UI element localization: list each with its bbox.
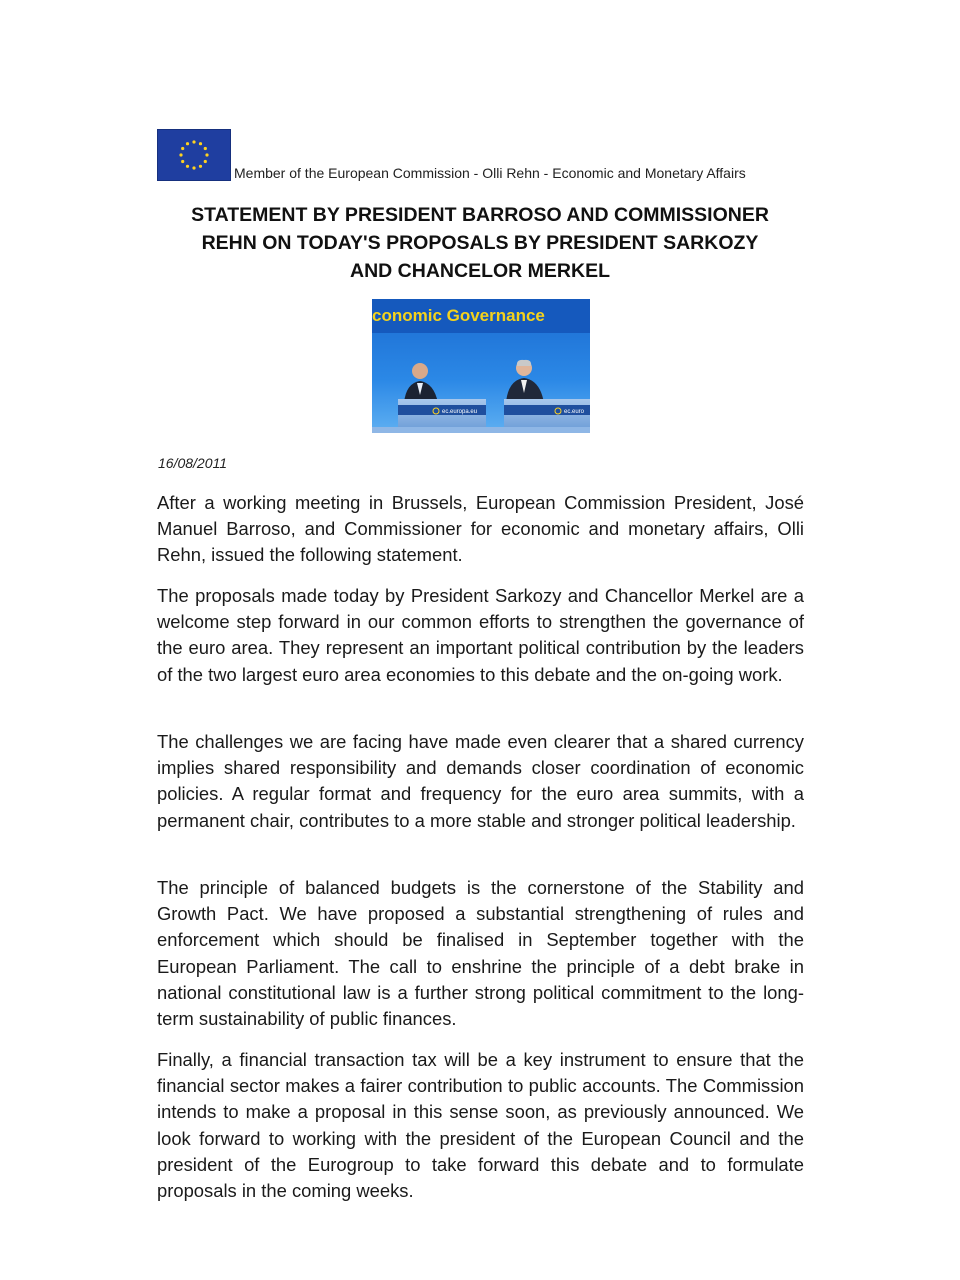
paragraph-proposals: The proposals made today by President Sarkozy and Chancellor Merkel are a welcome step forward in our common efforts to strengthen the governance of the euro area. They represent an important political contribution by the leaders of the two largest euro area economies to this debate and the on-going work.	[157, 585, 804, 685]
title-line-3: AND CHANCELOR MERKEL	[350, 260, 610, 282]
paragraph-transaction-tax: Finally, a financial transaction tax will be a key instrument to ensure that the financial sector makes a fairer contribution to public accounts. The Commission intends to make a proposal in this sense soon, as previously announced. We look forward to working with the president of the European Council and the president of the Eurogroup to take forward this debate and to formulate proposals in the coming weeks.	[157, 1049, 804, 1202]
title-line-2: REHN ON TODAY'S PROPOSALS BY PRESIDENT SARKOZY	[201, 232, 759, 254]
statement-date: 16/08/2011	[158, 455, 228, 471]
page-header	[157, 129, 807, 181]
press-photo-illustration	[372, 299, 590, 433]
podium-label-right: ec.euro	[564, 409, 585, 415]
paragraph-balanced-budgets: The principle of balanced budgets is the cornerstone of the Stability and Growth Pact. We have proposed a substantial strengthening of rules and enforcement which should be finalised in September together with the European Parliament. The call to enshrine the principle of a debt brake in national constitutional law is a further strong political commitment to the long-term sustainability of public finances.	[157, 877, 804, 1030]
podium-label-left: ec.europa.eu	[442, 409, 478, 415]
eu-flag-logo	[157, 129, 231, 181]
paragraph-challenges: The challenges we are facing have made even clearer that a shared currency implies shared responsibility and demands closer coordination of economic policies. A regular format and frequency for the euro area summits, with a permanent chair, contributes to a more stable and stronger political leadership.	[157, 731, 804, 831]
press-conference-photo	[372, 299, 590, 433]
photo-banner-text: conomic Governance	[372, 306, 545, 325]
title-line-1: STATEMENT BY PRESIDENT BARROSO AND COMMISSIONER	[191, 204, 769, 226]
paragraph-intro: After a working meeting in Brussels, European Commission President, José Manuel Barroso, and Commissioner for economic and monetary affairs, Olli Rehn, issued the following statement.	[157, 492, 804, 566]
eu-flag-icon	[158, 130, 230, 180]
statement-title	[150, 201, 810, 285]
header-text: Member of the European Commission - Olli Rehn - Economic and Monetary Affairs	[234, 165, 746, 181]
